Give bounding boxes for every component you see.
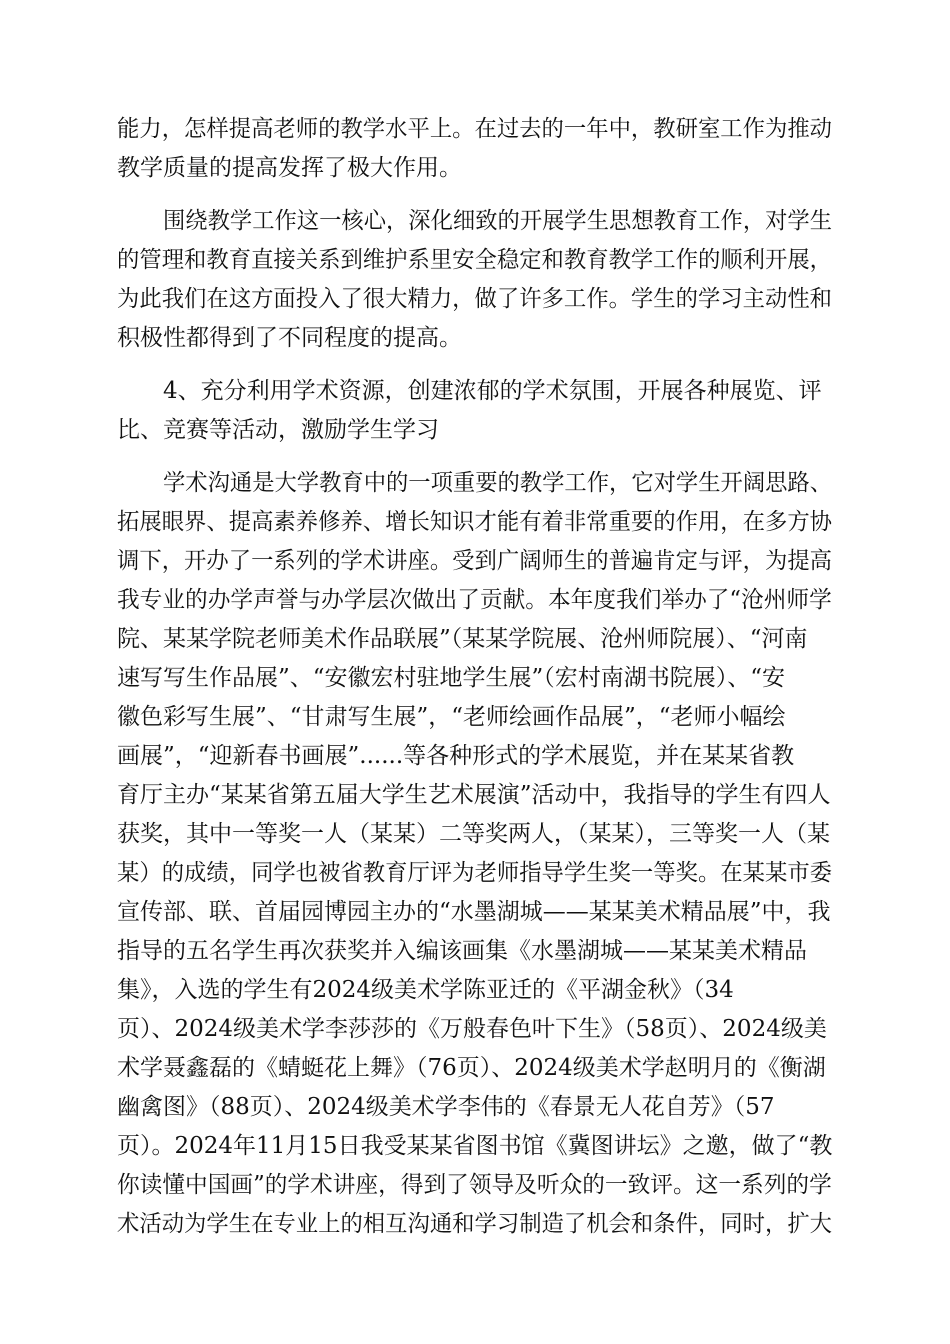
heading-4-line-2: 比、竞赛等活动，激励学生学习 — [117, 417, 439, 443]
paragraph-3-line-3: 调下，开办了一系列的学术讲座。受到广阔师生的普遍肯定与评，为提高 — [117, 548, 833, 574]
paragraph-3-line-8: 画展”，“迎新春书画展”......等各种形式的学术展览，并在某某省教 — [117, 743, 795, 769]
paragraph-3-line-11: 某）的成绩，同学也被省教育厅评为老师指导学生奖一等奖。在某某市委 — [117, 860, 833, 886]
paragraph-3-line-16: 术学聂鑫磊的《蜻蜓花上舞》（76页）、2024级美术学赵明月的《衡湖 — [117, 1055, 826, 1081]
paragraph-2-line-3: 为此我们在这方面投入了很大精力，做了许多工作。学生的学习主动性和 — [117, 286, 833, 312]
paragraph-2-line-2: 的管理和教育直接关系到维护系里安全稳定和教育教学工作的顺利开展， — [117, 247, 833, 273]
paragraph-1-line-2: 教学质量的提高发挥了极大作用。 — [117, 155, 462, 181]
paragraph-3-line-2: 拓展眼界、提高素养修养、增长知识才能有着非常重要的作用，在多方协 — [117, 509, 833, 535]
paragraph-3-line-9: 育厅主办“某某省第五届大学生艺术展演”活动中，我指导的学生有四人 — [117, 782, 831, 808]
paragraph-3-line-6: 速写写生作品展”、“安徽宏村驻地学生展”（宏村南湖书院展）、“安 — [117, 665, 786, 691]
paragraph-3-line-17: 幽禽图》（88页）、2024级美术学李伟的《春景无人花自芳》（57 — [117, 1094, 775, 1120]
paragraph-3-line-14: 集》，入选的学生有2024级美术学陈亚迁的《平湖金秋》（34 — [117, 977, 734, 1003]
paragraph-1-line-1: 能力，怎样提高老师的教学水平上。在过去的一年中，教研室工作为推动 — [117, 116, 833, 142]
paragraph-3-line-10: 获奖，其中一等奖一人（某某）二等奖两人，（某某），三等奖一人（某 — [117, 821, 830, 847]
paragraph-3-line-1: 学术沟通是大学教育中的一项重要的教学工作，它对学生开阔思路、 — [163, 470, 833, 496]
paragraph-3-line-18: 页）。2024年11月15日我受某某省图书馆《冀图讲坛》之邀，做了“教 — [117, 1133, 833, 1159]
paragraph-3-line-19: 你读懂中国画”的学术讲座，得到了领导及听众的一致评。这一系列的学 — [117, 1172, 832, 1198]
paragraph-3-line-5: 院、某某学院老师美术作品联展”（某某学院展、沧州师院展）、“河南 — [117, 626, 808, 652]
paragraph-3-line-7: 徽色彩写生展”、“甘肃写生展”，“老师绘画作品展”，“老师小幅绘 — [117, 704, 786, 730]
paragraph-2-line-4: 积极性都得到了不同程度的提高。 — [117, 325, 462, 351]
paragraph-3-line-4: 我专业的办学声誉与办学层次做出了贡献。本年度我们举办了“沧州师学 — [117, 587, 832, 613]
paragraph-3-line-20: 术活动为学生在专业上的相互沟通和学习制造了机会和条件，同时，扩大 — [117, 1211, 833, 1237]
paragraph-2-line-1: 围绕教学工作这一核心，深化细致的开展学生思想教育工作，对学生 — [163, 208, 833, 234]
paragraph-3-line-15: 页）、2024级美术学李莎莎的《万般春色叶下生》（58页）、2024级美 — [117, 1016, 827, 1042]
paragraph-3-line-13: 指导的五名学生再次获奖并入编该画集《水墨湖城——某某美术精品 — [117, 938, 807, 964]
heading-4-line-1: 4、充分利用学术资源，创建浓郁的学术氛围，开展各种展览、评 — [163, 378, 822, 404]
paragraph-3-line-12: 宣传部、联、首届园博园主办的“水墨湖城——某某美术精品展”中，我 — [117, 899, 831, 925]
